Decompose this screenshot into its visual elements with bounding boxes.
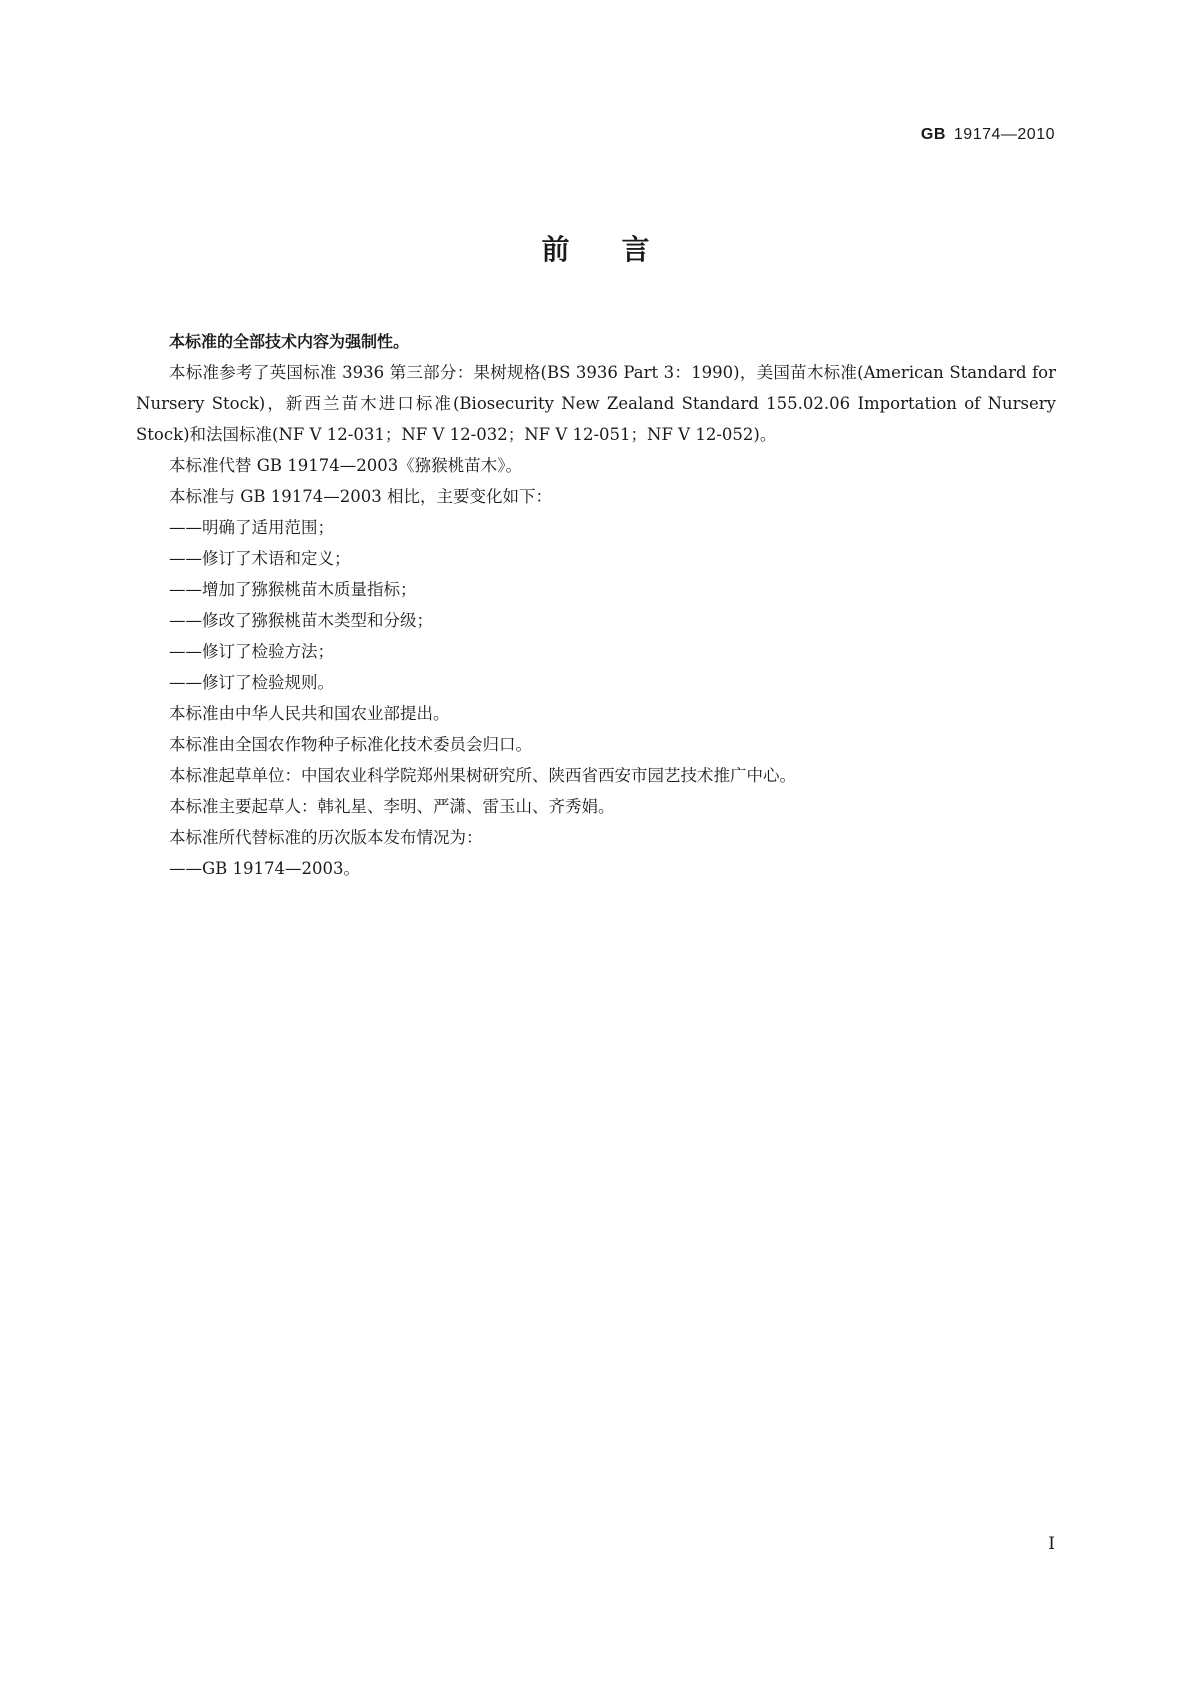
reference-paragraph: 本标准参考了英国标准 3936 第三部分：果树规格(BS 3936 Part 3：1990)，美国苗木标准(American Standard for Nursery Stock)，新西兰苗木进口标准(Biosecurity New Zealand Standard 155.02.06 Importation of Nursery Stock)和法国标准(NF V 12-031；NF V 12-032；NF V 12-051；NF V 12-052)。 <box>136 363 1056 444</box>
standard-number-header <box>921 126 1055 144</box>
change-item: ——明确了适用范围； <box>169 518 334 537</box>
change-item: ——增加了猕猴桃苗木质量指标； <box>169 580 417 599</box>
standard-prefix: GB <box>920 126 946 143</box>
drafting-units-paragraph: 本标准起草单位：中国农业科学院郑州果树研究所、陕西省西安市园艺技术推广中心。 <box>169 766 796 785</box>
changes-intro: 本标准与 GB 19174—2003 相比，主要变化如下： <box>169 487 553 506</box>
change-item: ——修订了检验方法； <box>169 642 334 661</box>
replacement-paragraph: 本标准代替 GB 19174—2003《猕猴桃苗木》。 <box>169 456 523 475</box>
drafters-paragraph: 本标准主要起草人：韩礼星、李明、严潇、雷玉山、齐秀娟。 <box>169 797 615 816</box>
history-intro: 本标准所代替标准的历次版本发布情况为： <box>169 828 483 847</box>
foreword-body <box>136 326 1056 884</box>
page-title: 前言 <box>541 233 702 266</box>
change-item: ——修改了猕猴桃苗木类型和分级； <box>169 611 433 630</box>
change-item: ——修订了检验规则。 <box>169 673 334 692</box>
page-number: I <box>1048 1534 1055 1554</box>
standard-code: 19174—2010 <box>953 126 1055 143</box>
mandatory-statement: 本标准的全部技术内容为强制性。 <box>169 332 410 351</box>
committee-paragraph: 本标准由全国农作物种子标准化技术委员会归口。 <box>169 735 532 754</box>
history-item: ——GB 19174—2003。 <box>169 859 361 878</box>
proposer-paragraph: 本标准由中华人民共和国农业部提出。 <box>169 704 450 723</box>
change-item: ——修订了术语和定义； <box>169 549 351 568</box>
